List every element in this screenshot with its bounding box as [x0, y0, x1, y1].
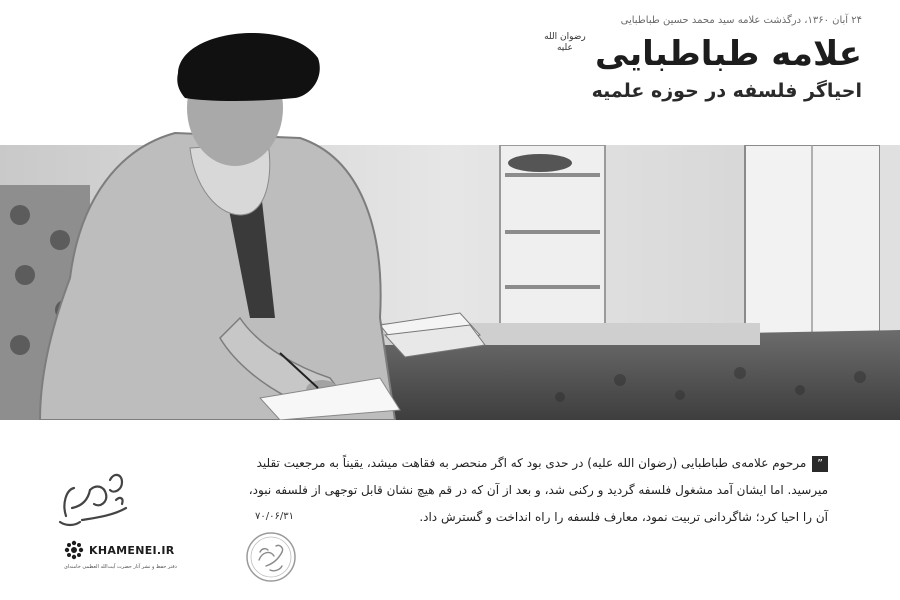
seal-glyph	[244, 530, 298, 584]
quote-mark-icon: ”	[812, 456, 828, 472]
brand-logo-icon	[64, 540, 84, 560]
handwritten-signature	[52, 460, 137, 535]
subtitle: احیاگر فلسفه در حوزه علمیه	[591, 80, 862, 102]
honorific-line1: رضوان الله	[544, 32, 586, 42]
brand	[64, 540, 184, 570]
signature-glyph	[52, 460, 137, 535]
main-title: علامه طباطبایی	[594, 34, 862, 74]
scholar-figure-illustration	[0, 18, 520, 420]
quote-text: مرحوم علامه‌ی طباطبایی (رضوان الله علیه) در حدی بود که اگر منحصر به فقاهت میشد، یقیناً به مرجعیت تقلید میرسید. اما ایشان آمد مشغول فلسفه گردید و رکنی شد، و بعد از آن که در قم هیچ نشان قابل توجهی از فلسفه نبود، آن را احیا کرد؛ شاگردانی تربیت نمود، معارف فلسفه را راه انداخت و گسترش داد.	[248, 456, 828, 524]
brand-row	[64, 540, 184, 560]
quote-body	[238, 450, 828, 531]
brand-name: KHAMENEI.IR	[89, 543, 175, 557]
scholar-figure	[0, 18, 520, 420]
quote-date: ۷۰/۰۶/۳۱	[255, 511, 294, 522]
brand-tagline: دفتر حفظ و نشر آثار حضرت آیت‌الله العظمی خامنه‌ای	[64, 564, 177, 570]
round-seal	[244, 530, 298, 584]
date-caption: ۲۴ آبان ۱۳۶۰، درگذشت علامه سید محمد حسین طباطبایی	[620, 15, 862, 26]
honorific-line2: علیه	[556, 43, 573, 53]
honorific	[543, 32, 587, 54]
